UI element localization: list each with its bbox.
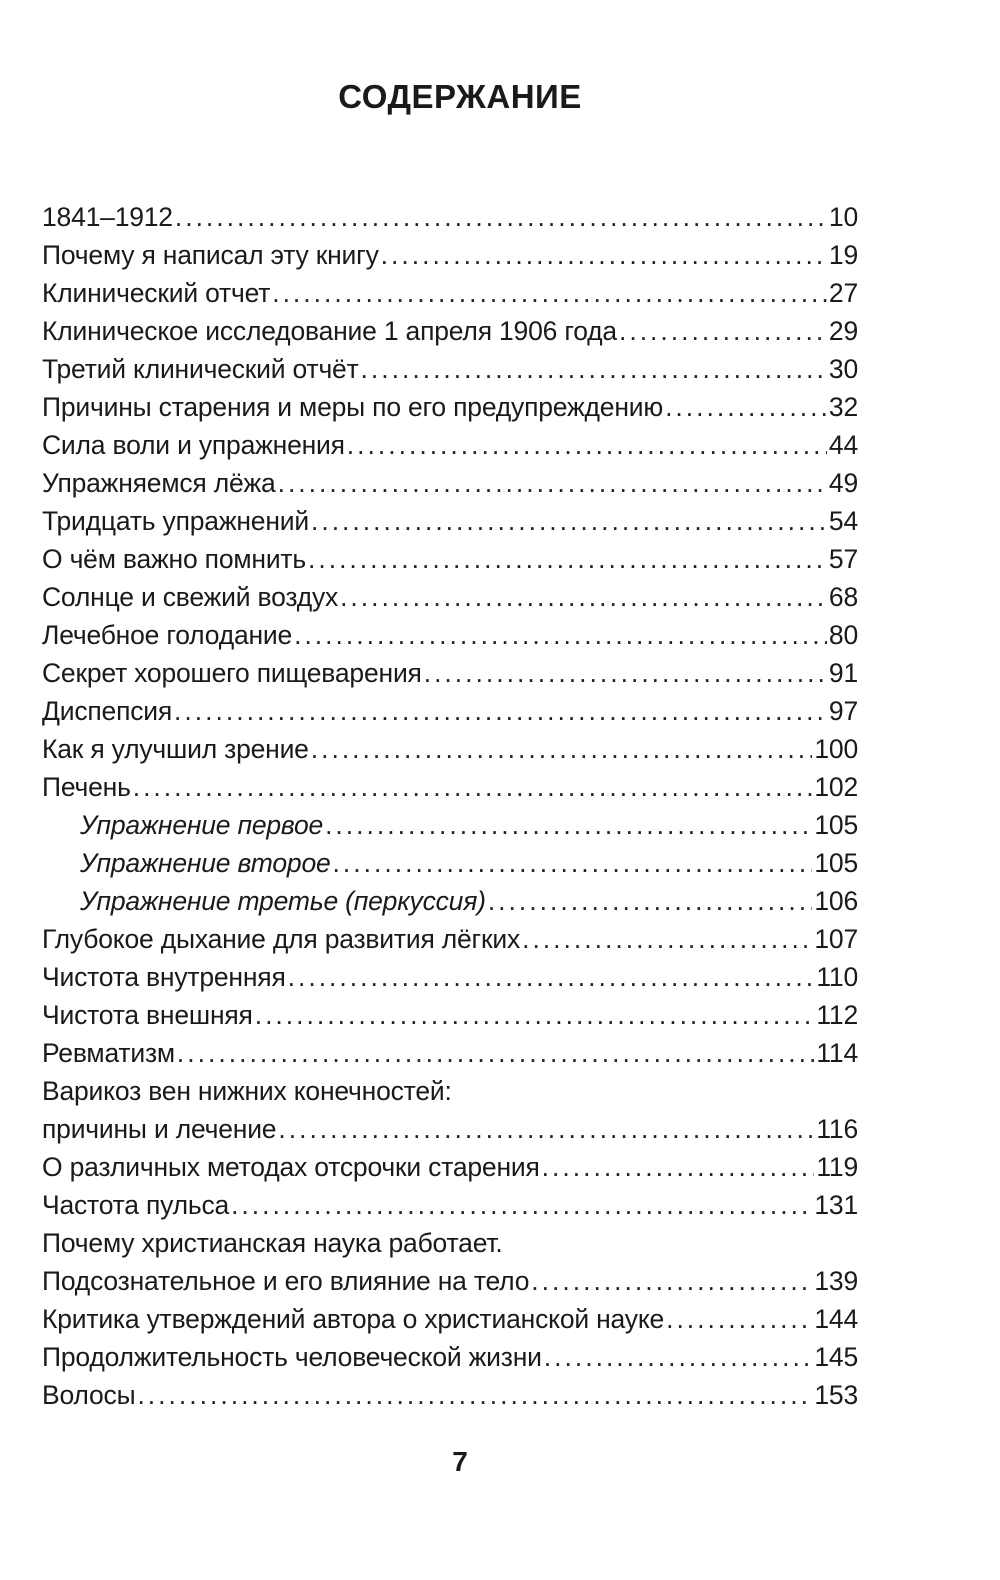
toc-entry <box>42 1376 858 1414</box>
toc-entry-page: 27 <box>828 278 858 308</box>
toc-entry-title: Критика утверждений автора о христианской науке <box>42 1304 665 1334</box>
toc-entry-title: Упражнение третье (перкуссия) <box>80 886 486 916</box>
toc-entry <box>42 616 858 654</box>
toc-entry-title: Клинический отчет <box>42 278 271 308</box>
toc-entry <box>42 426 858 464</box>
toc-entry-title: О различных методах отсрочки старения <box>42 1152 540 1182</box>
toc-entry <box>42 1262 858 1300</box>
dot-leader <box>231 1186 812 1224</box>
toc-entry-title: Третий клинический отчёт <box>42 354 359 384</box>
toc-entry-title: Чистота внутренняя <box>42 962 286 992</box>
toc-entry-title: Почему я написал эту книгу <box>42 240 379 270</box>
toc-entry-title: Тридцать упражнений <box>42 506 309 536</box>
table-of-contents <box>42 198 858 1414</box>
toc-entry-title: Печень <box>42 772 131 802</box>
toc-entry-page: 29 <box>828 316 858 346</box>
toc-entry <box>42 882 858 920</box>
dot-leader <box>308 540 827 578</box>
dot-leader <box>278 1110 814 1148</box>
dot-leader <box>278 464 827 502</box>
dot-leader <box>325 806 812 844</box>
toc-entry-page: 44 <box>828 430 858 460</box>
toc-entry-page: 144 <box>814 1304 858 1334</box>
dot-leader <box>333 844 813 882</box>
toc-entry <box>42 540 858 578</box>
toc-entry-page: 105 <box>814 848 858 878</box>
dot-leader <box>381 236 827 274</box>
toc-entry <box>42 312 858 350</box>
toc-entry-page: 139 <box>814 1266 858 1296</box>
toc-entry-title: Ревматизм <box>42 1038 175 1068</box>
toc-entry-title: Чистота внешняя <box>42 1000 253 1030</box>
dot-leader <box>522 920 812 958</box>
dot-leader <box>424 654 827 692</box>
toc-entry-page: 107 <box>814 924 858 954</box>
dot-leader <box>177 1034 814 1072</box>
toc-entry-title: 1841–1912 <box>42 202 173 232</box>
toc-entry <box>42 236 858 274</box>
dot-leader <box>255 996 815 1034</box>
toc-entry-page: 10 <box>828 202 858 232</box>
toc-entry-page: 119 <box>816 1152 858 1182</box>
toc-entry-page: 30 <box>828 354 858 384</box>
toc-entry <box>42 844 858 882</box>
toc-entry <box>42 1034 858 1072</box>
toc-entry-title: Клиническое исследование 1 апреля 1906 года <box>42 316 617 346</box>
toc-entry-title: Продолжительность человеческой жизни <box>42 1342 542 1372</box>
toc-entry-title: Варикоз вен нижних конечностей: <box>42 1076 452 1106</box>
toc-entry <box>42 464 858 502</box>
dot-leader <box>294 616 827 654</box>
toc-entry-page: 100 <box>814 734 858 764</box>
toc-entry <box>42 578 858 616</box>
dot-leader <box>137 1376 812 1414</box>
toc-entry <box>42 1338 858 1376</box>
toc-entry-page: 49 <box>828 468 858 498</box>
toc-entry <box>42 1072 858 1110</box>
page-title: СОДЕРЖАНИЕ <box>338 78 582 115</box>
page-number: 7 <box>452 1446 468 1477</box>
toc-entry <box>42 1186 858 1224</box>
dot-leader <box>665 388 827 426</box>
dot-leader <box>666 1300 812 1338</box>
toc-entry-title: Диспепсия <box>42 696 173 726</box>
toc-entry-title: Сила воли и упражнения <box>42 430 345 460</box>
toc-entry <box>42 1110 858 1148</box>
dot-leader <box>175 198 827 236</box>
dot-leader <box>619 312 827 350</box>
toc-entry-title: Упражнение первое <box>80 810 324 840</box>
dot-leader <box>311 730 813 768</box>
toc-entry-page: 97 <box>828 696 858 726</box>
toc-entry-title: Упражняемся лёжа <box>42 468 276 498</box>
dot-leader <box>288 958 815 996</box>
toc-entry <box>42 996 858 1034</box>
toc-entry-page: 19 <box>828 240 858 270</box>
toc-entry <box>42 730 858 768</box>
toc-entry-title: О чём важно помнить <box>42 544 306 574</box>
toc-entry-page: 145 <box>814 1342 858 1372</box>
toc-entry <box>42 1300 858 1338</box>
toc-entry-page: 105 <box>814 810 858 840</box>
toc-entry-page: 91 <box>828 658 858 688</box>
toc-entry <box>42 692 858 730</box>
dot-leader <box>174 692 827 730</box>
toc-entry-page: 80 <box>828 620 858 650</box>
toc-entry-title: Волосы <box>42 1380 136 1410</box>
toc-entry-title: Упражнение второе <box>80 848 331 878</box>
toc-entry <box>42 806 858 844</box>
toc-entry-title: Глубокое дыхание для развития лёгких <box>42 924 521 954</box>
dot-leader <box>531 1262 812 1300</box>
toc-entry <box>42 920 858 958</box>
toc-entry-page: 68 <box>828 582 858 612</box>
toc-entry <box>42 388 858 426</box>
toc-entry-title: Секрет хорошего пищеварения <box>42 658 422 688</box>
dot-leader <box>272 274 827 312</box>
toc-entry <box>42 1148 858 1186</box>
dot-leader <box>542 1148 815 1186</box>
toc-entry-page: 32 <box>828 392 858 422</box>
toc-entry-page: 54 <box>828 506 858 536</box>
toc-entry-page: 110 <box>816 962 858 992</box>
toc-entry <box>42 350 858 388</box>
toc-entry-title: Подсознательное и его влияние на тело <box>42 1266 530 1296</box>
dot-leader <box>488 882 813 920</box>
toc-entry-title: причины и лечение <box>42 1114 277 1144</box>
toc-entry <box>42 1224 858 1262</box>
dot-leader <box>311 502 827 540</box>
toc-entry <box>42 654 858 692</box>
toc-entry-page: 114 <box>816 1038 858 1068</box>
toc-entry-title: Частота пульса <box>42 1190 230 1220</box>
toc-entry-title: Почему христианская наука работает. <box>42 1228 503 1258</box>
toc-entry-title: Как я улучшил зрение <box>42 734 309 764</box>
toc-entry-title: Лечебное голодание <box>42 620 293 650</box>
toc-entry <box>42 768 858 806</box>
toc-entry-title: Солнце и свежий воздух <box>42 582 339 612</box>
toc-entry <box>42 274 858 312</box>
toc-entry <box>42 198 858 236</box>
dot-leader <box>361 350 827 388</box>
toc-entry-page: 102 <box>814 772 858 802</box>
dot-leader <box>340 578 827 616</box>
toc-entry <box>42 958 858 996</box>
toc-entry-page: 106 <box>814 886 858 916</box>
toc-entry-page: 112 <box>816 1000 858 1030</box>
toc-entry-page: 57 <box>828 544 858 574</box>
toc-entry-page: 131 <box>814 1190 858 1220</box>
toc-entry-page: 116 <box>816 1114 858 1144</box>
dot-leader <box>347 426 827 464</box>
toc-entry <box>42 502 858 540</box>
dot-leader <box>544 1338 813 1376</box>
dot-leader <box>133 768 813 806</box>
toc-entry-page: 153 <box>814 1380 858 1410</box>
toc-entry-title: Причины старения и меры по его предупреждению <box>42 392 664 422</box>
